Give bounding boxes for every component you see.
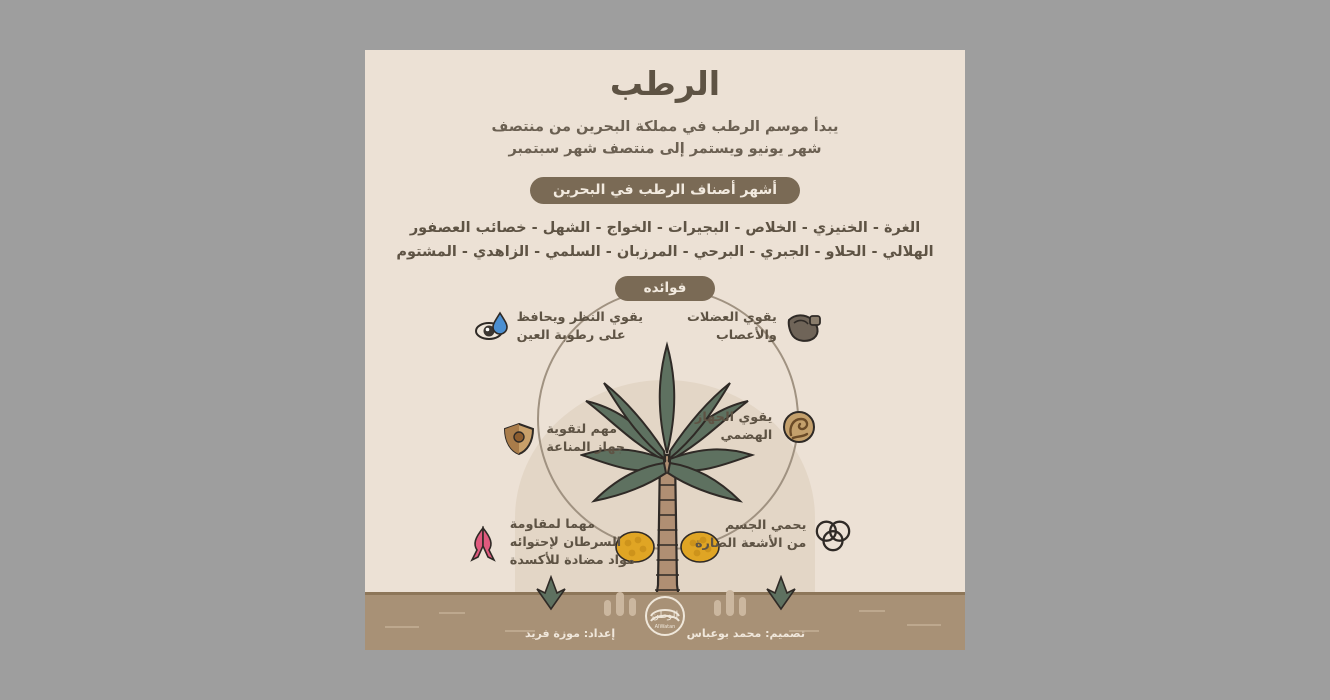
varieties-line-2: الهلالي - الحلاو - الجبري - البرحي - المرزبان - السلمي - الزاهدي - المشتوم [396, 244, 934, 260]
benefit-muscles [687, 308, 823, 346]
ground-dash [907, 624, 941, 626]
ribbon-icon [464, 524, 502, 562]
svg-text:AlWatan: AlWatan [654, 624, 676, 630]
eye-drop-icon [471, 308, 509, 346]
radiation-icon [814, 516, 852, 554]
infographic-poster [365, 50, 965, 650]
intestine-icon [780, 408, 818, 446]
ground-dash [859, 610, 885, 612]
desert-bush-right-icon [757, 575, 805, 611]
alwatan-logo [637, 592, 693, 648]
poster-subtitle [365, 116, 965, 160]
benefit-antioxidant [464, 516, 635, 570]
varieties-list [365, 216, 965, 264]
benefit-muscles-text: يقوي العضلات والأعصاب [687, 310, 777, 343]
benefit-radiation [695, 516, 852, 554]
ground-dash [439, 612, 465, 614]
benefit-digestive [695, 408, 818, 446]
benefit-eye [471, 308, 643, 346]
svg-text:الوطن: الوطن [651, 610, 679, 621]
cactus-left-icon [600, 590, 640, 616]
cactus-right-icon [710, 588, 750, 616]
shield-icon [500, 420, 538, 458]
benefit-antioxidant-text: مهما لمقاومة السرطان لإحتوائه مواد مضادة للأكسدة [509, 517, 635, 568]
benefit-digestive-text: يقوي الجهاز الهضمي [695, 410, 773, 443]
design-credit: تصميم: محمد بوعباس [686, 627, 805, 640]
subtitle-line-1: يبدأ موسم الرطب في مملكة البحرين من منتصف [491, 119, 839, 135]
prepared-by-credit: إعداد: موزة فريد [525, 627, 616, 640]
benefit-immunity-text: مهم لتقوية جهاز المناعة [546, 422, 625, 455]
benefit-eye-text: يقوي النظر ويحافظ على رطوبة العين [516, 310, 643, 343]
benefit-radiation-text: يحمي الجسم من الأشعة الضارة [695, 518, 807, 551]
ground-dash [385, 626, 419, 628]
varieties-line-1: الغرة - الخنيزي - الخلاص - البجيرات - الخواج - الشهل - خصائب العصفور [409, 220, 921, 236]
desert-bush-left-icon [527, 575, 575, 611]
benefits-heading-pill: فوائده [615, 276, 715, 301]
varieties-heading-pill: أشهر أصناف الرطب في البحرين [530, 177, 800, 204]
biceps-icon [785, 308, 823, 346]
benefit-immunity [500, 420, 625, 458]
subtitle-line-2: شهر يونيو ويستمر إلى منتصف شهر سبتمبر [508, 141, 822, 157]
page-title: الرطب [609, 64, 721, 103]
